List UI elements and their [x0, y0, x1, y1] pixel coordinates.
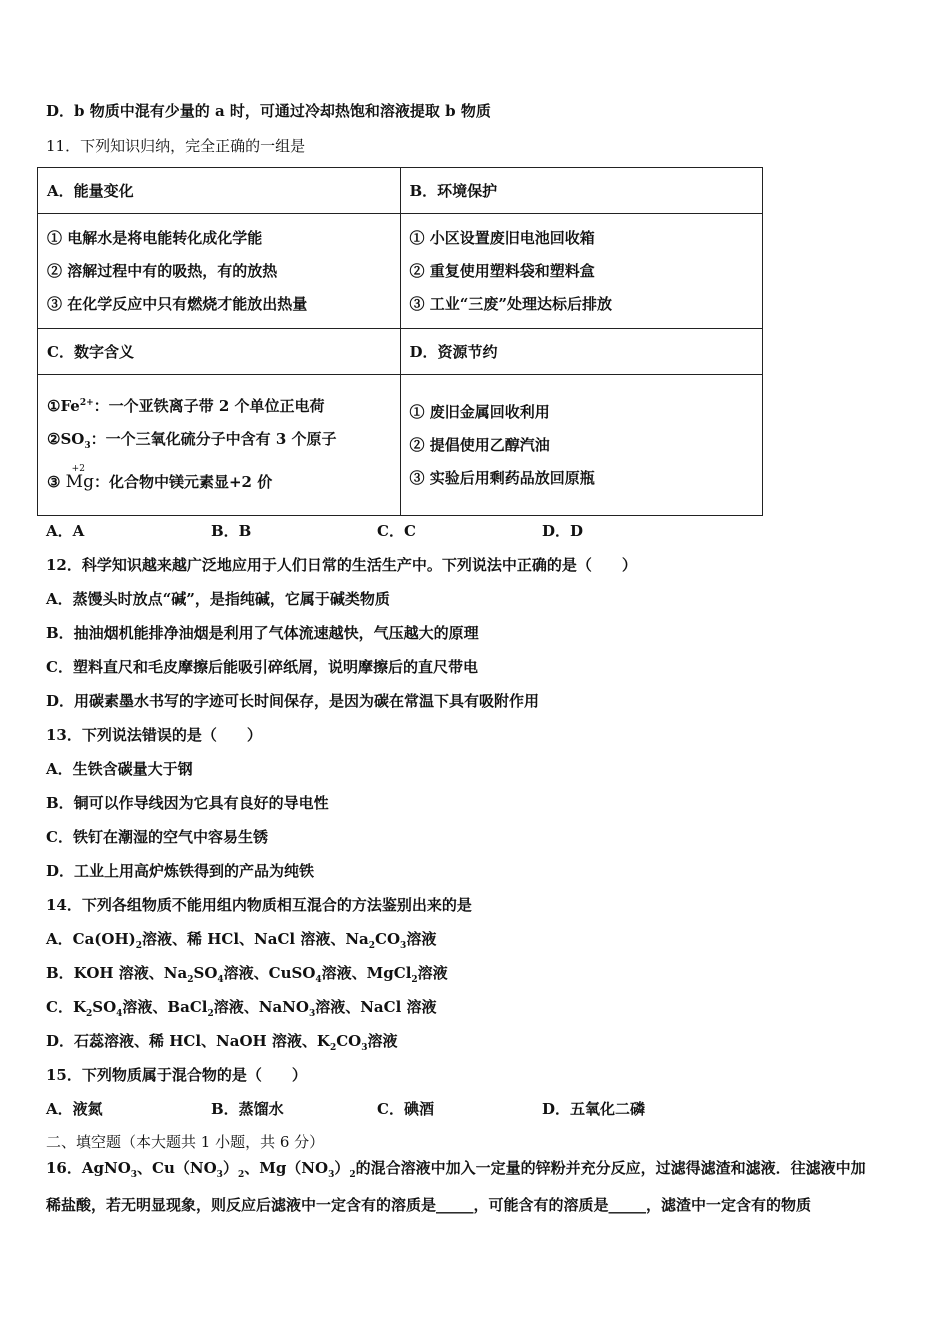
q11-option-b: B．B — [211, 522, 252, 540]
c1-pre: ①Fe — [47, 397, 80, 415]
q14-option-a — [46, 929, 436, 949]
table-head-a — [38, 168, 401, 214]
q16-s5: 2 — [349, 1170, 356, 1180]
q14a-s1: 2 — [135, 941, 142, 951]
head-d-text: D．资源节约 — [409, 343, 498, 361]
q14d-t4: 溶液 — [367, 1032, 398, 1050]
q16-p3: ） — [222, 1159, 238, 1177]
q14d-s1: 2 — [329, 1043, 337, 1053]
q14b-t6: 溶液、MgCl — [321, 964, 412, 982]
q15-option-a: A．液氮 — [46, 1100, 103, 1118]
q14b-t2: SO — [193, 964, 218, 982]
q14c-t0: C．K — [46, 998, 86, 1016]
q16-p1: 16．AgNO — [46, 1159, 131, 1177]
table-cell-a — [38, 214, 401, 329]
q14a-s3: 2 — [368, 941, 376, 951]
q14c-t2: SO — [92, 998, 117, 1016]
c1-sup: 2+ — [79, 398, 94, 408]
c2-pre: ②SO — [47, 430, 85, 448]
q14a-s5: 3 — [400, 941, 407, 951]
q16-line-2: 稀盐酸，若无明显现象，则反应后滤液中一定含有的溶质是_____，可能含有的溶质是_____，滤渣中一定含有的物质 — [46, 1196, 812, 1214]
mg-valence: +2 — [71, 464, 85, 474]
section-2-title: 二、填空题（本大题共 1 小题，共 6 分） — [46, 1133, 325, 1151]
table-cell-d — [400, 375, 763, 516]
q16-s3: 2 — [237, 1170, 245, 1180]
q15-option-c: C．碘酒 — [377, 1100, 434, 1118]
q12-option-c: C．塑料直尺和毛皮摩擦后能吸引碎纸屑，说明摩擦后的直尺带电 — [46, 658, 478, 676]
q11-option-d: D．D — [542, 522, 584, 540]
table-cell-c — [38, 375, 401, 516]
q11-stem: 11．下列知识归纳，完全正确的一组是 — [46, 137, 306, 155]
q13-option-a: A．生铁含碳量大于钢 — [46, 760, 193, 778]
d-item-3: ③ 实验后用剩药品放回原瓶 — [409, 468, 595, 487]
q15-option-d: D．五氧化二磷 — [542, 1100, 646, 1118]
c-item-1 — [47, 390, 400, 423]
q14b-t8: 溶液 — [417, 964, 448, 982]
q14d-s3: 3 — [361, 1043, 368, 1053]
table-cell-b — [400, 214, 763, 329]
c-item-3 — [47, 456, 400, 500]
q14c-t8: 溶液、NaCl 溶液 — [315, 998, 437, 1016]
q14b-t0: B．KOH 溶液、Na — [46, 964, 188, 982]
q14a-t4: CO — [375, 930, 401, 948]
q14d-t0: D．石蕊溶液、稀 HCl、NaOH 溶液、K — [46, 1032, 330, 1050]
q14-stem: 14．下列各组物质不能用组内物质相互混合的方法鉴别出来的是 — [46, 896, 472, 914]
q16-p4: 、Mg（NO — [244, 1159, 329, 1177]
q14c-s3: 4 — [116, 1009, 123, 1019]
q14b-s1: 2 — [187, 975, 194, 985]
q16-p6: 的混合溶液中加入一定量的锌粉并充分反应，过滤得滤渣和滤液．往滤液中加 — [355, 1159, 866, 1177]
c2-post: ：一个三氧化硫分子中含有 3 个原子 — [90, 430, 337, 448]
table-head-c — [38, 329, 401, 375]
q14c-t6: 溶液、NaNO — [213, 998, 309, 1016]
q16-s4: 3 — [328, 1170, 335, 1180]
q16-p2: 、Cu（NO — [137, 1159, 217, 1177]
q14c-s7: 3 — [308, 1009, 316, 1019]
b-item-3: ③ 工业“三废”处理达标后排放 — [409, 294, 612, 313]
q14c-s1: 2 — [85, 1009, 93, 1019]
q10-option-d: D．b 物质中混有少量的 a 时，可通过冷却热饱和溶液提取 b 物质 — [46, 102, 491, 120]
q14c-t4: 溶液、BaCl — [122, 998, 208, 1016]
q14a-t2: 溶液、稀 HCl、NaCl 溶液、Na — [142, 930, 369, 948]
b-item-2: ② 重复使用塑料袋和塑料盒 — [409, 261, 595, 280]
q12-option-b: B．抽油烟机能排净油烟是利用了气体流速越快，气压越大的原理 — [46, 624, 479, 642]
c3-post: ：化合物中镁元素显+2 价 — [93, 473, 273, 491]
q13-option-d: D．工业上用高炉炼铁得到的产品为纯铁 — [46, 862, 315, 880]
a-item-2: ② 溶解过程中有的吸热，有的放热 — [47, 261, 278, 280]
head-c-text: C．数字含义 — [47, 343, 134, 361]
q12-option-d: D．用碳素墨水书写的字迹可长时间保存，是因为碳在常温下具有吸附作用 — [46, 692, 540, 710]
q14a-t0: A．Ca(OH) — [46, 930, 136, 948]
q14b-t4: 溶液、CuSO — [223, 964, 316, 982]
a-item-3: ③ 在化学反应中只有燃烧才能放出热量 — [47, 294, 308, 313]
c1-post: ：一个亚铁离子带 2 个单位正电荷 — [93, 397, 325, 415]
q14d-t2: CO — [336, 1032, 362, 1050]
q14b-s7: 2 — [411, 975, 418, 985]
c2-sub: 3 — [84, 441, 91, 451]
mg-valence-symbol — [66, 456, 94, 508]
d-item-1: ① 废旧金属回收利用 — [409, 402, 550, 421]
q15-stem: 15．下列物质属于混合物的是（ ） — [46, 1066, 307, 1084]
q14b-s3: 4 — [217, 975, 224, 985]
c3-pre: ③ — [47, 473, 66, 491]
q16-s2: 3 — [216, 1170, 223, 1180]
head-b-text: B．环境保护 — [409, 182, 498, 200]
q16-line-1 — [46, 1158, 866, 1178]
q12-stem: 12．科学知识越来越广泛地应用于人们日常的生活生产中。下列说法中正确的是（ ） — [46, 556, 637, 574]
q14-option-b — [46, 963, 448, 983]
q14-option-d — [46, 1031, 398, 1051]
q14c-s5: 2 — [207, 1009, 214, 1019]
q11-knowledge-table — [37, 167, 763, 516]
q11-option-c: C．C — [377, 522, 416, 540]
q12-option-a: A．蒸馒头时放点“碱”，是指纯碱，它属于碱类物质 — [46, 590, 390, 608]
q14b-s5: 4 — [315, 975, 322, 985]
mg-symbol: Mg — [65, 472, 94, 492]
d-item-2: ② 提倡使用乙醇汽油 — [409, 435, 550, 454]
a-item-1: ① 电解水是将电能转化成化学能 — [47, 228, 263, 247]
head-a-text: A．能量变化 — [47, 182, 134, 200]
q14a-t6: 溶液 — [406, 930, 437, 948]
q15-option-b: B．蒸馏水 — [211, 1100, 284, 1118]
table-head-b — [400, 168, 763, 214]
q14-option-c — [46, 997, 437, 1017]
c-item-2 — [47, 423, 400, 456]
b-item-1: ① 小区设置废旧电池回收箱 — [409, 228, 595, 247]
q13-option-c: C．铁钉在潮湿的空气中容易生锈 — [46, 828, 268, 846]
q16-p5: ） — [334, 1159, 350, 1177]
q13-option-b: B．铜可以作导线因为它具有良好的导电性 — [46, 794, 329, 812]
q13-stem: 13．下列说法错误的是（ ） — [46, 726, 262, 744]
table-head-d — [400, 329, 763, 375]
q11-option-a: A．A — [46, 522, 85, 540]
q16-s1: 3 — [130, 1170, 138, 1180]
